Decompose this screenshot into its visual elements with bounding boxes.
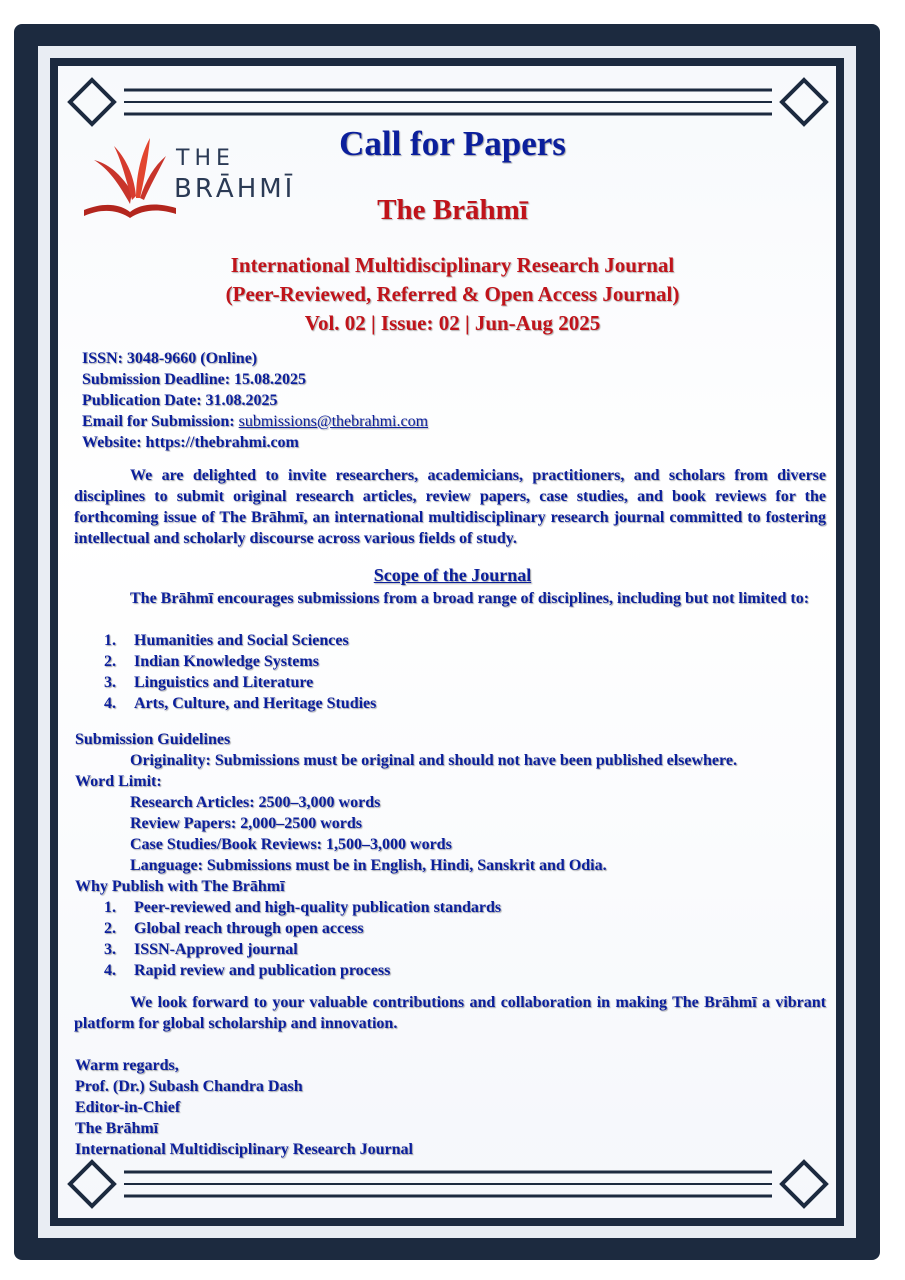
warm-regards: Warm regards,: [75, 1057, 179, 1074]
editor-name: Prof. (Dr.) Subash Chandra Dash: [75, 1078, 303, 1095]
list-item: 3. Linguistics and Literature: [104, 674, 314, 691]
closing-paragraph: We look forward to your valuable contributions and collaboration in making The Brāhmī a vibrant platform for global scholarship and innovation.: [74, 994, 826, 1032]
list-item: 3. ISSN-Approved journal: [104, 941, 298, 958]
email-link[interactable]: submissions@thebrahmi.com: [238, 413, 429, 430]
why-heading: Why Publish with The Brāhmī: [75, 878, 285, 895]
language: Language: Submissions must be in English, Hindi, Sanskrit and Odia.: [130, 857, 607, 874]
list-item: 2. Indian Knowledge Systems: [104, 653, 319, 670]
list-item: 1. Humanities and Social Sciences: [104, 632, 349, 649]
list-item: 1. Peer-reviewed and high-quality publication standards: [104, 899, 502, 916]
scope-heading: Scope of the Journal: [373, 565, 532, 585]
website: Website: https://thebrahmi.com: [82, 434, 299, 451]
submission-deadline: Submission Deadline: 15.08.2025: [82, 371, 307, 388]
email-label: Email for Submission:: [82, 413, 235, 430]
diamond-right-icon: [782, 1162, 826, 1206]
logo-the: THE: [176, 146, 235, 171]
signature-journal: The Brāhmī: [75, 1120, 159, 1137]
diamond-right-icon: [782, 80, 826, 124]
volume-issue: Vol. 02 | Issue: 02 | Jun-Aug 2025: [304, 311, 601, 335]
diamond-left-icon: [70, 80, 114, 124]
email-row: [82, 411, 428, 432]
journal-access: (Peer-Reviewed, Referred & Open Access Journal): [225, 282, 680, 306]
diamond-left-icon: [70, 1162, 114, 1206]
scope-text: The Brāhmī encourages submissions from a broad range of disciplines, including but not limited to:: [130, 590, 810, 607]
top-ornament: [66, 76, 830, 128]
logo-brahmi: BRĀHMĪ: [174, 174, 296, 204]
list-item: 4. Rapid review and publication process: [104, 962, 391, 979]
journal-name: The Brāhmī: [377, 194, 528, 226]
publication-date: Publication Date: 31.08.2025: [82, 392, 278, 409]
issn: ISSN: 3048-9660 (Online): [82, 350, 258, 367]
signature-journal-full: International Multidisciplinary Research Journal: [75, 1141, 413, 1158]
call-title: Call for Papers: [339, 124, 566, 163]
case-studies: Case Studies/Book Reviews: 1,500–3,000 words: [130, 836, 452, 853]
research-articles: Research Articles: 2500–3,000 words: [130, 794, 381, 811]
intro-paragraph: We are delighted to invite researchers, academicians, practitioners, and scholars from diverse disciplines to submit original research articles, review papers, case studies, and book reviews for the forthcoming issue of The Brāhmī, an international multidisciplinary research journal committed to fostering intellectual and scholarly discourse across various fields of study.: [74, 467, 826, 547]
journal-type: International Multidisciplinary Research Journal: [230, 253, 675, 277]
word-limit: Word Limit:: [75, 773, 162, 790]
originality: Originality: Submissions must be original and should not have been published elsewhere.: [130, 752, 737, 769]
editor-role: Editor-in-Chief: [75, 1099, 181, 1116]
list-item: 4. Arts, Culture, and Heritage Studies: [104, 695, 377, 712]
list-item: 2. Global reach through open access: [104, 920, 364, 937]
guidelines-heading: Submission Guidelines: [75, 731, 231, 748]
review-papers: Review Papers: 2,000–2500 words: [130, 815, 362, 832]
bottom-ornament: [66, 1158, 830, 1210]
